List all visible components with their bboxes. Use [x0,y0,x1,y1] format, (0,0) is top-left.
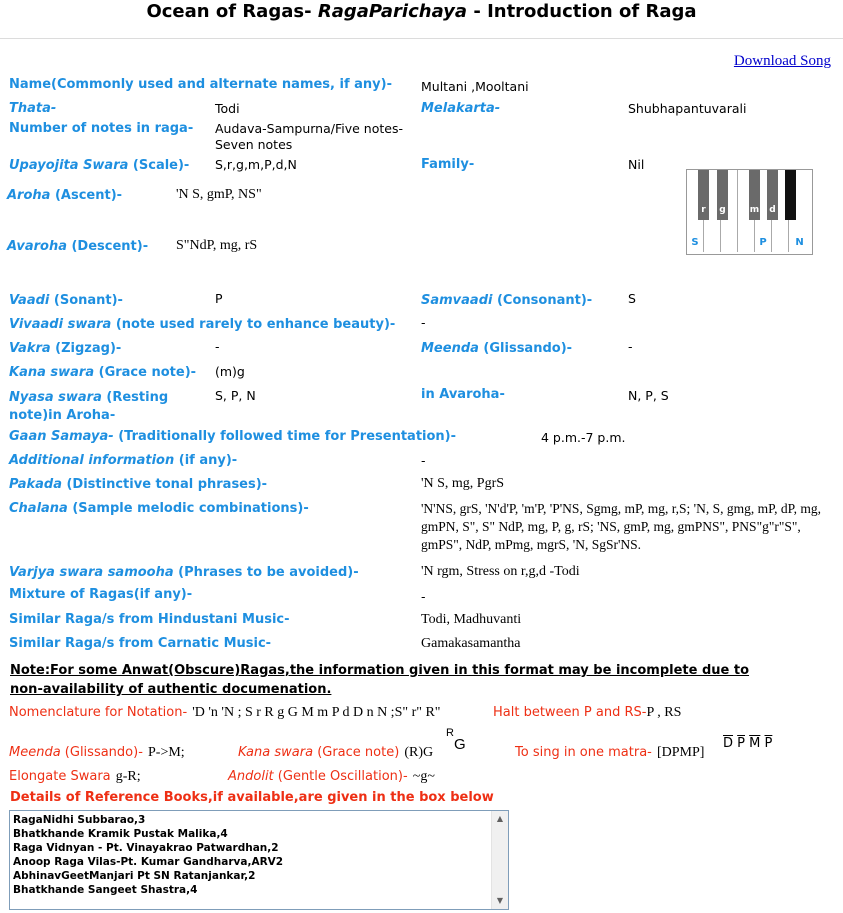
black-key: r [698,170,709,220]
matra-legend [515,741,704,761]
name-value: Multani ,Mooltani [421,79,529,94]
halt-label: Halt between P and RS- [493,705,647,720]
meenda-legend-value: P->M; [148,745,185,760]
pakada-label: Pakada (Distinctive tonal phrases)- [9,477,268,492]
kana-legend: Kana swara (Grace note) (R)G [238,745,434,760]
vivaadi-label: Vivaadi swara (note used rarely to enhance beauty)- [9,317,396,332]
elongate-label: Elongate Swara [9,769,111,784]
nyasa-avaroha-value: N, P, S [628,388,669,403]
reference-item: AbhinavGeetManjari Pt SN Ratanjankar,2 [13,870,256,882]
vakra-value: - [215,339,220,354]
chalana-value: 'N'NS, grS, 'N'd'P, 'm'P, 'P'NS, Sgmg, mP, mg, r,S; 'N, S, gmg, mP, dP, mg, gmPN, S", S" NdP, mg, P, g, rS; 'NS, gmP, mg, gmPNS", PNS"g"r"S", gmPS", NdP, mPmg, mgrS, 'N, SgSr'NS. [421,501,822,552]
reference-item: Raga Vidnyan - Pt. Vinayakrao Patwardhan,2 [13,842,279,854]
references-textarea[interactable] [9,810,509,910]
vakra-label: Vakra (Zigzag)- [9,341,122,356]
chalana-label: Chalana (Sample melodic combinations)- [9,501,309,516]
samvaadi-label: Samvaadi (Consonant)- [421,293,593,308]
varjya-label: Varjya swara samooha (Phrases to be avoided)- [9,565,359,580]
thata-value: Todi [215,101,240,116]
title-suffix: - Introduction of Raga [467,1,697,22]
mixture-value: - [421,589,426,604]
reference-item: RagaNidhi Subbarao,3 [13,814,146,826]
additional-info-value: - [421,453,426,468]
vaadi-value: P [215,291,223,306]
upayojita-label: Upayojita Swara (Scale)- [9,158,190,173]
notes-label: Number of notes in raga- [9,121,194,136]
kana-legend-glyph: G [454,736,466,753]
nomenclature-value: 'D 'n 'N ; S r R g G M m P d D n N ;S" r" R" [192,705,441,720]
nyasa-avaroha-label: in Avaroha- [421,387,505,402]
black-key: g [717,170,728,220]
black-key: d [767,170,778,220]
scroll-down-icon[interactable]: ▼ [496,896,504,905]
melakarta-value: Shubhapantuvarali [628,101,747,116]
avaroha-value: S"NdP, mg, rS [176,238,258,253]
title-prefix: Ocean of Ragas- [146,1,318,22]
reference-item: Bhatkhande Sangeet Shastra,4 [13,884,198,896]
similar-hindustani-value: Todi, Madhuvanti [421,612,522,627]
elongate-value: g-R; [115,769,141,784]
meenda-label: Meenda (Glissando)- [421,341,573,356]
disclaimer-note: Note:For some Anwat(Obscure)Ragas,the information given in this format may be incomplete due to non-availability of authentic documenation. [10,663,750,697]
title-divider [0,38,843,39]
halt-row [493,701,681,721]
elongate-legend [9,765,141,785]
additional-info-label: Additional information (if any)- [9,453,238,468]
references-scrollbar[interactable] [491,811,508,909]
piano-keyboard-image [686,169,813,255]
nomenclature-row [9,701,441,721]
reference-item: Anoop Raga Vilas-Pt. Kumar Gandharva,ARV2 [13,856,284,868]
black-key: m [749,170,760,220]
avaroha-label: Avaroha (Descent)- [7,239,149,254]
gaan-samaya-value: 4 p.m.-7 p.m. [541,430,626,445]
white-key: P [755,170,772,252]
similar-carnatic-value: Gamakasamantha [421,636,521,651]
mixture-label: Mixture of Ragas(if any)- [9,587,193,602]
title-italic: RagaParichaya [317,1,468,22]
kana-label: Kana swara (Grace note)- [9,365,197,380]
name-label: Name(Commonly used and alternate names, if any)- [9,77,392,92]
vivaadi-value: - [421,315,426,330]
kana-legend-value: (R)G [404,745,434,760]
halt-value: P , RS [646,705,682,720]
references-header: Details of Reference Books,if available,are given in the box below [10,790,494,805]
kana-value: (m)g [215,364,245,379]
nyasa-label: Nyasa swara (Resting note)in Aroha- [9,390,169,423]
melakarta-label: Melakarta- [421,101,501,116]
gaan-samaya-label: Gaan Samaya- (Traditionally followed time for Presentation)- [9,429,457,444]
varjya-value: 'N rgm, Stress on r,g,d -Todi [421,564,580,579]
white-key: N [795,237,804,248]
matra-notes: $\overline{D}$ $\overline{P}$ $\overline{M}$ $\overline{P}$ [723,736,773,751]
andolit-value: ~g~ [412,769,435,784]
family-label: Family- [421,157,475,172]
andolit-legend: Andolit (Gentle Oscillation)- ~g~ [228,769,435,784]
notes-value: Audava-Sampurna/Five notes-Seven notes [215,121,403,152]
pakada-value: 'N S, mg, PgrS [421,476,505,491]
thata-label: Thata- [9,101,57,116]
upayojita-value: S,r,g,m,P,d,N [215,157,297,172]
family-value: Nil [628,157,645,172]
white-key: S [687,170,704,252]
reference-item: Bhatkhande Kramik Pustak Malika,4 [13,828,228,840]
meenda-legend: Meenda (Glissando)- P->M; [9,745,185,760]
aroha-label: Aroha (Ascent)- [7,188,123,203]
matra-value: [DPMP] [656,745,705,760]
aroha-value: 'N S, gmP, NS" [176,187,262,202]
meenda-value: - [628,339,633,354]
vaadi-label: Vaadi (Sonant)- [9,293,123,308]
download-song-link[interactable]: Download Song [733,53,831,69]
matra-label: To sing in one matra- [515,745,652,760]
scroll-up-icon[interactable]: ▲ [496,814,504,823]
nyasa-value: S, P, N [215,388,256,403]
references-list [13,813,283,897]
page-title [0,1,843,22]
nomenclature-label: Nomenclature for Notation- [9,705,188,720]
samvaadi-value: S [628,291,636,306]
black-key [785,170,796,220]
similar-carnatic-label: Similar Raga/s from Carnatic Music- [9,636,272,651]
kana-legend-superscript: R [446,727,454,739]
similar-hindustani-label: Similar Raga/s from Hindustani Music- [9,612,290,627]
